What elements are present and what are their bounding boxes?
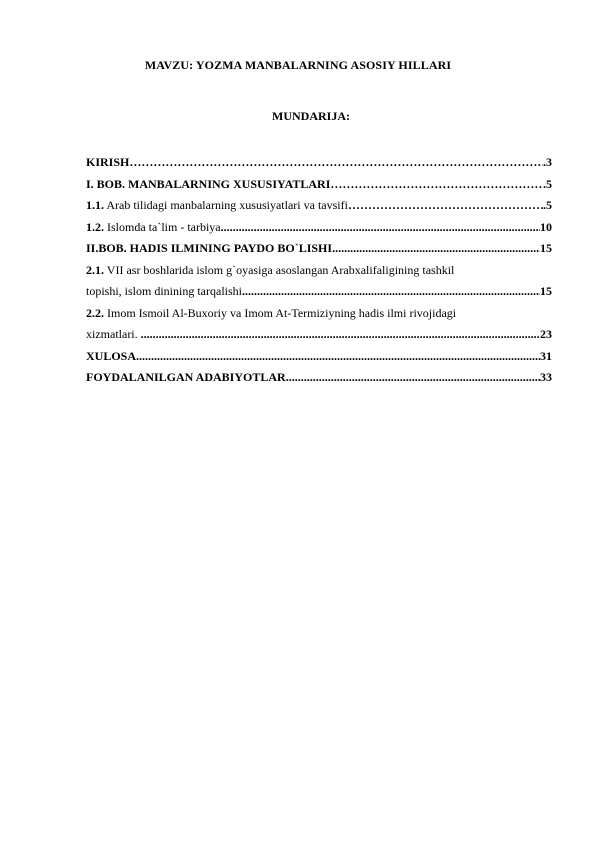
toc-section-number: 1.1.	[86, 198, 104, 212]
leader-dots	[141, 324, 540, 346]
toc-entry-section-1-1[interactable]	[86, 195, 552, 217]
toc-entry-page: 23	[540, 327, 552, 341]
toc-entry-label: Imom Ismoil Al-Buxoriy va Imom At-Termiziyning hadis ilmi rivojidagi	[104, 305, 457, 320]
toc-entry-label: KIRISH	[86, 155, 130, 169]
leader-dots	[242, 281, 540, 303]
toc-entry-page: 15	[540, 284, 552, 298]
toc-entry-kirish[interactable]	[86, 152, 552, 174]
toc-entry-label: VII asr boshlarida islom g`oyasiga asoslangan Arabxalifaligining tashkil	[104, 262, 455, 277]
toc-section-number: 2.2.	[86, 305, 104, 320]
toc-entry-label: Arab tilidagi manbalarning xususiyatlari va tavsifi	[104, 198, 348, 212]
toc-entry-page: .5	[543, 176, 552, 191]
toc-entry-page: 10	[540, 219, 552, 234]
toc-entry-section-2-1-line-2[interactable]	[86, 281, 552, 303]
toc-entry-chapter-2[interactable]	[86, 238, 552, 260]
leader-dots	[286, 367, 540, 389]
toc-entry-label: xizmatlari.	[86, 327, 141, 341]
toc-entry-adabiyotlar[interactable]	[86, 367, 552, 389]
toc-entry-page: .5	[543, 198, 552, 212]
leader-dots	[221, 217, 540, 239]
toc-entry-page: 15	[540, 241, 552, 255]
toc-entry-section-2-1-line-1[interactable]	[86, 260, 552, 282]
toc-entry-xulosa[interactable]	[86, 346, 552, 368]
table-of-contents	[86, 152, 552, 389]
document-title: MAVZU: YOZMA MANBALARNING ASOSIY HILLARI	[144, 58, 452, 72]
toc-entry-chapter-1[interactable]	[86, 174, 552, 196]
toc-entry-section-1-2[interactable]	[86, 217, 552, 239]
leader-dots	[348, 195, 543, 217]
contents-heading: MUNDARIJA:	[272, 109, 350, 123]
toc-entry-section-2-2-line-1[interactable]	[86, 303, 552, 325]
toc-entry-page: 31	[540, 348, 552, 363]
leader-dots	[129, 152, 543, 174]
toc-section-number: 2.1.	[86, 262, 104, 277]
leader-dots	[330, 174, 543, 196]
toc-entry-page: 33	[540, 370, 552, 384]
toc-entry-label: FOYDALANILGAN ADABIYOTLAR	[86, 370, 286, 384]
toc-entry-label: II.BOB. HADIS ILMINING PAYDO BO`LISHI	[86, 241, 333, 255]
toc-entry-page: .3	[543, 155, 552, 169]
toc-entry-label: topishi, islom dinining tarqalishi	[86, 284, 242, 298]
leader-dots	[332, 238, 540, 260]
leader-dots	[136, 346, 540, 368]
toc-entry-label: XULOSA	[86, 348, 137, 363]
toc-entry-section-2-2-line-2[interactable]	[86, 324, 552, 346]
toc-entry-label: Islomda ta`lim - tarbiya	[104, 219, 221, 234]
toc-section-number: 1.2.	[86, 219, 104, 234]
toc-entry-label: I. BOB. MANBALARNING XUSUSIYATLARI	[86, 176, 331, 191]
